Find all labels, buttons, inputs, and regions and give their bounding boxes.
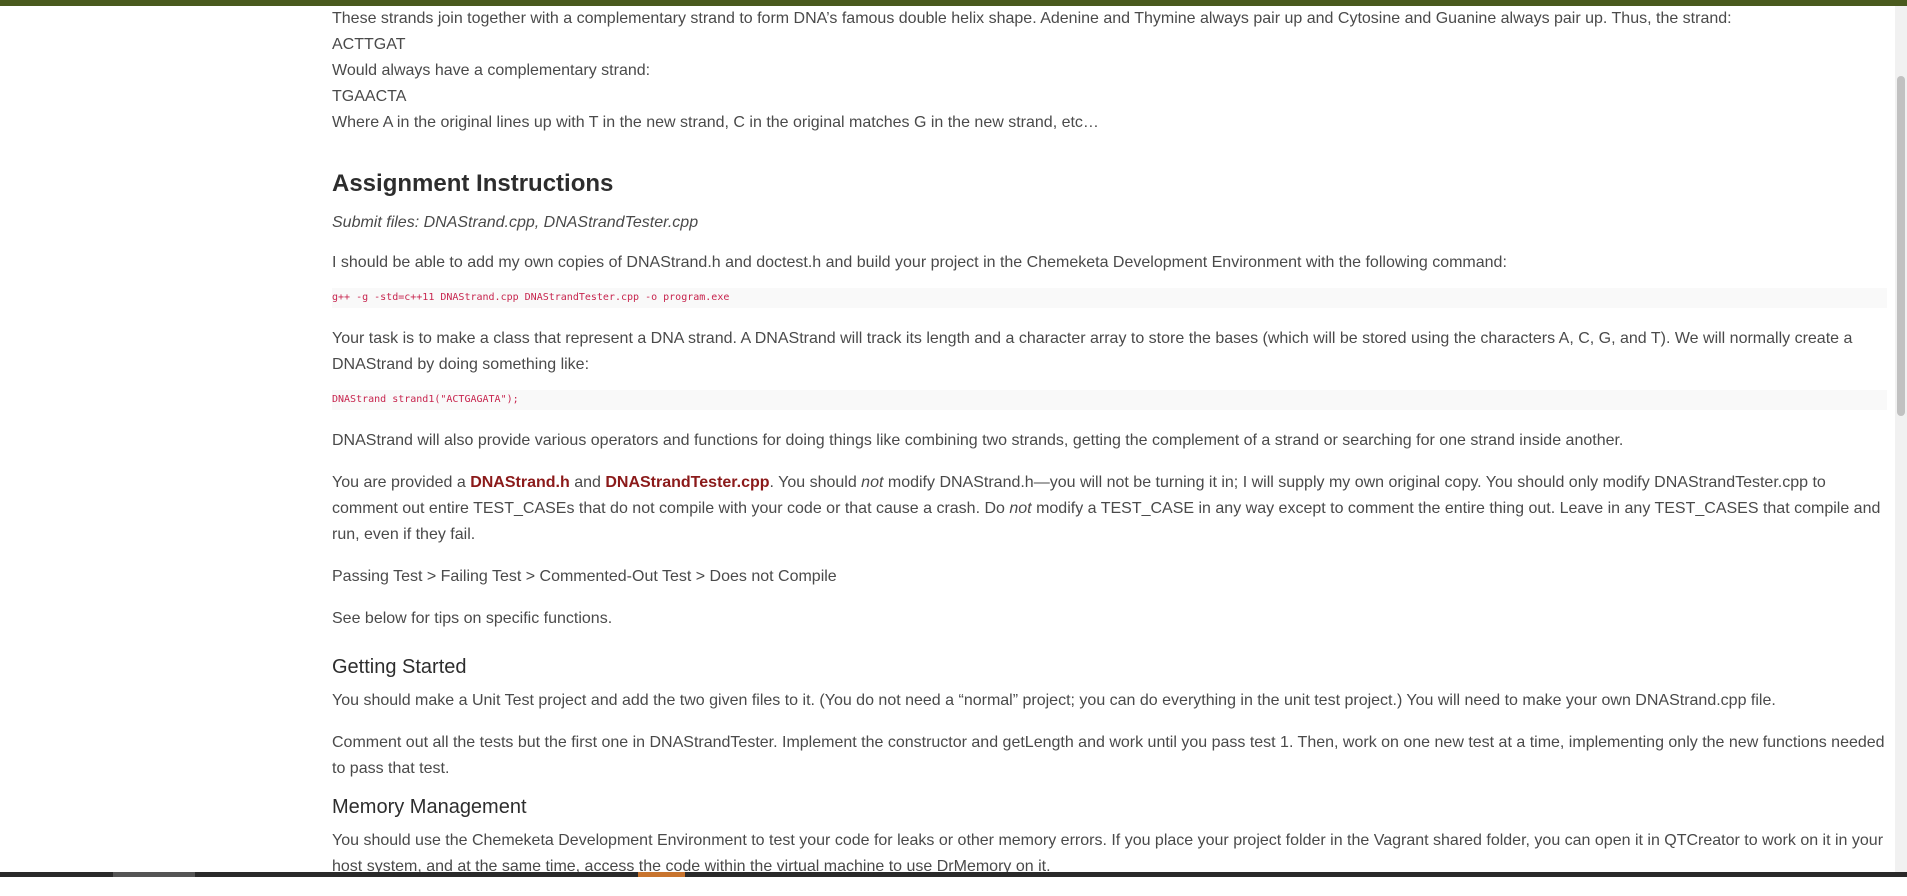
provided-emphasis-2: not: [1009, 500, 1031, 517]
intro-text: These strands join together with a complementary strand to form DNA’s famous double helix shape. Adenine and Thymine always pair up and Cytosine and Guanine always pair up. Thus, the strand:: [332, 6, 1887, 32]
scrollbar-thumb[interactable]: [1897, 76, 1905, 416]
provided-text-3: . You should: [770, 474, 862, 491]
provided-text-2: and: [570, 474, 606, 491]
getting-started-text-2: Comment out all the tests but the first one in DNAStrandTester. Implement the constructor and getLength and work until you pass test 1. Then, work on one new test at a time, implementing only the new functions needed to pass that test.: [332, 730, 1887, 782]
complement-example: TGAACTA: [332, 84, 1887, 110]
submit-files: [332, 210, 1887, 236]
strand-example: ACTTGAT: [332, 32, 1887, 58]
bottom-bar-highlight: [638, 872, 685, 877]
bottom-bar: [0, 872, 1907, 877]
article-content: [332, 6, 1887, 896]
pairing-text: Where A in the original lines up with T in the new strand, C in the original matches G in the new strand, etc…: [332, 110, 1887, 136]
complement-text: Would always have a complementary strand:: [332, 58, 1887, 84]
provided-text-4: modify DNAStrand.h—you will not be turning it in; I will supply my own original copy. You should only modify DNAStrandTester.cpp to comment out entire TEST_CASEs that do not compile with your code or that cause a crash. Do: [332, 474, 1826, 517]
assignment-heading: Assignment Instructions: [332, 166, 1887, 202]
task-text: Your task is to make a class that represent a DNA strand. A DNAStrand will track its length and a character array to store the bases (which will be stored using the characters A, C, G, and T). We will normally create a DNAStrand by doing something like:: [332, 326, 1887, 378]
getting-started-heading: Getting Started: [332, 652, 1887, 682]
operators-text: DNAStrand will also provide various operators and functions for doing things like combining two strands, getting the complement of a strand or searching for one strand inside another.: [332, 428, 1887, 454]
provided-emphasis-1: not: [861, 474, 883, 491]
bottom-bar-segment: [113, 872, 195, 877]
dnastrand-h-link[interactable]: DNAStrand.h: [470, 474, 570, 491]
provided-text-5: modify a TEST_CASE in any way except to comment the entire thing out. Leave in any TEST_CASES that compile and run, even if they fail.: [332, 500, 1880, 543]
provided-text-1: You are provided a: [332, 474, 470, 491]
vertical-scrollbar[interactable]: [1895, 6, 1907, 872]
memory-management-text: You should use the Chemeketa Development Environment to test your code for leaks or other memory errors. If you place your project folder in the Vagrant shared folder, you can open it in QTCreator to work on it in your host system, and at the same time, access the code within the virtual machine to use DrMemory on it.: [332, 828, 1887, 880]
tips-text: See below for tips on specific functions.: [332, 606, 1887, 632]
memory-management-heading: Memory Management: [332, 792, 1887, 822]
getting-started-text-1: You should make a Unit Test project and add the two given files to it. (You do not need a “normal” project; you can do everything in the unit test project.) You will need to make your own DNAStrand.cpp file.: [332, 688, 1887, 714]
submit-files-text: Submit files: DNAStrand.cpp, DNAStrandTester.cpp: [332, 214, 698, 231]
test-ranking: Passing Test > Failing Test > Commented-Out Test > Does not Compile: [332, 564, 1887, 590]
build-command: g++ -g -std=c++11 DNAStrand.cpp DNAStrandTester.cpp -o program.exe: [332, 288, 1887, 308]
dnastrandtester-cpp-link[interactable]: DNAStrandTester.cpp: [605, 474, 769, 491]
build-text: I should be able to add my own copies of DNAStrand.h and doctest.h and build your project in the Chemeketa Development Environment with the following command:: [332, 250, 1887, 276]
provided-files-text: [332, 470, 1887, 548]
example-code: DNAStrand strand1("ACTGAGATA");: [332, 390, 1887, 410]
intro-section: [332, 6, 1887, 136]
